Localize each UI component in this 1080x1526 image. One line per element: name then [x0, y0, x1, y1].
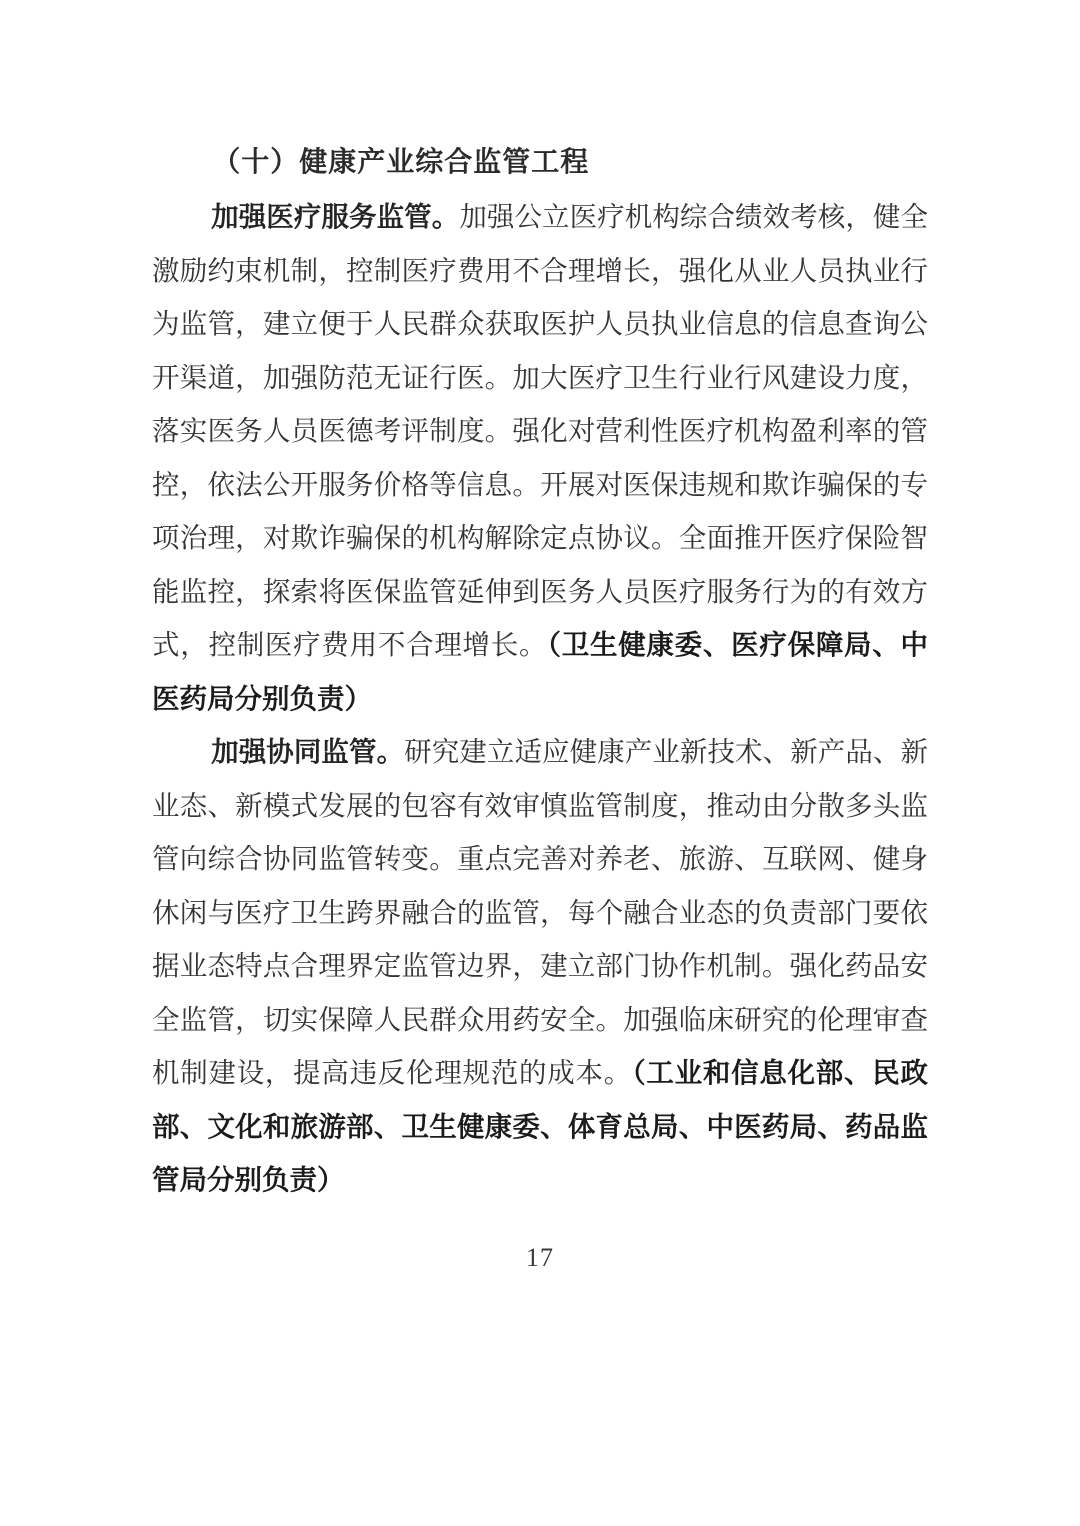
paragraph-collaborative-supervision	[152, 725, 928, 1207]
paragraph-lead: 加强医疗服务监管。	[211, 201, 460, 232]
responsible-departments: （卫生健康委、医疗保障局、中医药局分别负责）	[152, 629, 929, 714]
responsible-departments: （工业和信息化部、民政部、文化和旅游部、卫生健康委、体育总局、中医药局、药品监管局分别负责）	[152, 1057, 929, 1195]
paragraph-lead: 加强协同监管。	[211, 736, 405, 767]
paragraph-medical-service-supervision	[152, 190, 928, 725]
section-heading: （十）健康产业综合监管工程	[212, 147, 590, 178]
page-number: 17	[526, 1242, 554, 1272]
paragraph-body: 加强公立医疗机构综合绩效考核，健全激励约束机制，控制医疗费用不合理增长，强化从业人员执业行为监管，建立便于人民群众获取医护人员执业信息的信息查询公开渠道，加强防范无证行医。加大医疗卫生行业行风建设力度，落实医务人员医德考评制度。强化对营利性医疗机构盈利率的管控，依法公开服务价格等信息。开展对医保违规和欺诈骗保的专项治理，对欺诈骗保的机构解除定点协议。全面推开医疗保险智能监控，探索将医保监管延伸到医务人员医疗服务行为的有效方式，控制医疗费用不合理增长。	[152, 201, 929, 660]
paragraph-body: 研究建立适应健康产业新技术、新产品、新业态、新模式发展的包容有效审慎监管制度，推动由分散多头监管向综合协同监管转变。重点完善对养老、旅游、互联网、健身休闲与医疗卫生跨界融合的监管，每个融合业态的负责部门要依据业态特点合理界定监管边界，建立部门协作机制。强化药品安全监管，切实保障人民群众用药安全。加强临床研究的伦理审查机制建设，提高违反伦理规范的成本。	[152, 736, 929, 1088]
